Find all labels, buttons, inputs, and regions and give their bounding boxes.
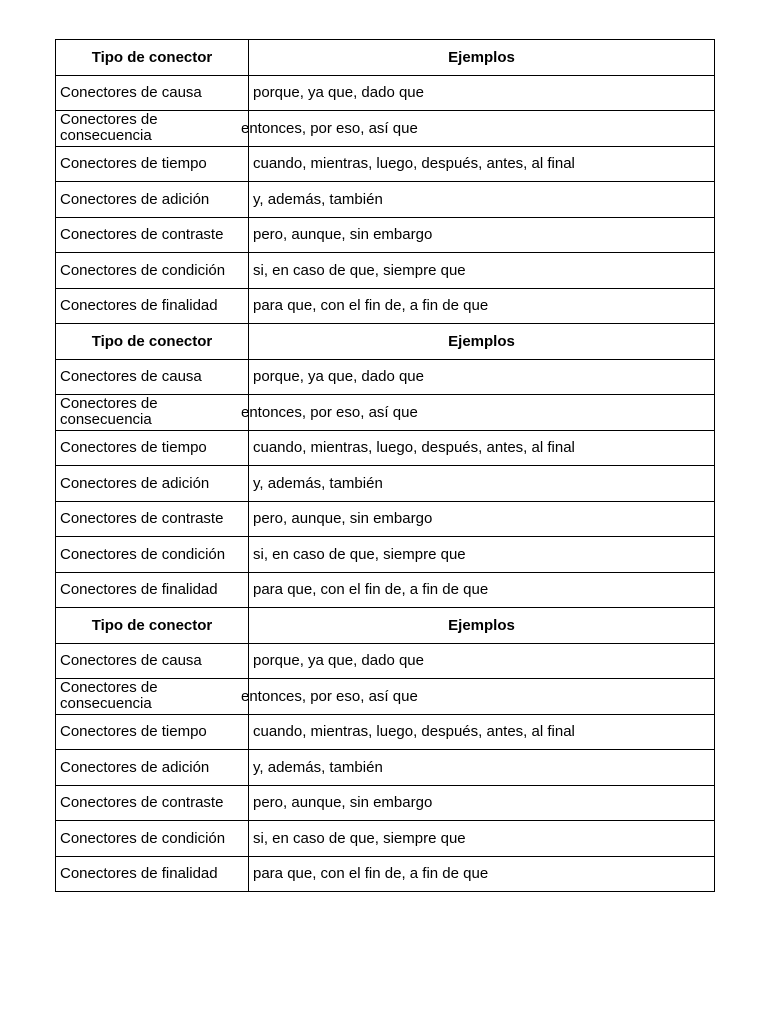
- header-row: [56, 608, 715, 644]
- connector-examples: entonces, por eso, así que: [241, 687, 418, 705]
- table-row: [56, 146, 715, 182]
- connector-examples: para que, con el fin de, a fin de que: [249, 856, 715, 892]
- table-row: [56, 359, 715, 395]
- header-examples: Ejemplos: [249, 608, 715, 644]
- connector-type: Conectores de condición: [56, 253, 249, 289]
- connector-examples: entonces, por eso, así que: [241, 119, 418, 137]
- table-row: [56, 501, 715, 537]
- connector-examples-cell: [241, 395, 715, 431]
- connector-type: Conectores de adición: [56, 466, 249, 502]
- header-type: Tipo de conector: [56, 40, 249, 76]
- table-row: [56, 217, 715, 253]
- connector-type: Conectores de adición: [56, 182, 249, 218]
- table-row: [56, 430, 715, 466]
- connector-examples: y, además, también: [249, 182, 715, 218]
- connectors-table-body: [56, 40, 715, 892]
- connector-examples: cuando, mientras, luego, después, antes, al final: [249, 714, 715, 750]
- table-row: [56, 537, 715, 573]
- connector-type: Conectores de consecuencia: [56, 395, 249, 431]
- table-row: [56, 643, 715, 679]
- connector-examples: pero, aunque, sin embargo: [249, 501, 715, 537]
- connector-examples-cell: [241, 679, 715, 715]
- table-row: [56, 466, 715, 502]
- connector-examples: entonces, por eso, así que: [241, 403, 418, 421]
- table-row: [56, 288, 715, 324]
- table-row: [56, 253, 715, 289]
- connector-type: Conectores de consecuencia: [56, 679, 249, 715]
- table-row: [56, 572, 715, 608]
- connector-examples: para que, con el fin de, a fin de que: [249, 288, 715, 324]
- header-row: [56, 324, 715, 360]
- table-row: [56, 714, 715, 750]
- connector-examples: porque, ya que, dado que: [249, 359, 715, 395]
- table-row: [56, 856, 715, 892]
- connector-type: Conectores de finalidad: [56, 856, 249, 892]
- connector-type: Conectores de tiempo: [56, 146, 249, 182]
- connector-examples: para que, con el fin de, a fin de que: [249, 572, 715, 608]
- connector-type: Conectores de contraste: [56, 217, 249, 253]
- table-row: [56, 785, 715, 821]
- connector-examples: si, en caso de que, siempre que: [249, 253, 715, 289]
- connector-type: Conectores de causa: [56, 75, 249, 111]
- table-row: [56, 75, 715, 111]
- connector-examples: porque, ya que, dado que: [249, 643, 715, 679]
- connectors-table: [55, 39, 715, 892]
- header-row: [56, 40, 715, 76]
- connector-type: Conectores de causa: [56, 359, 249, 395]
- connector-examples: si, en caso de que, siempre que: [249, 537, 715, 573]
- connector-type: Conectores de tiempo: [56, 714, 249, 750]
- table-row: [56, 750, 715, 786]
- table-row: [56, 679, 715, 715]
- connector-examples: si, en caso de que, siempre que: [249, 821, 715, 857]
- connector-type: Conectores de finalidad: [56, 288, 249, 324]
- connector-type: Conectores de adición: [56, 750, 249, 786]
- connector-examples: y, además, también: [249, 466, 715, 502]
- table-row: [56, 111, 715, 147]
- connector-examples: pero, aunque, sin embargo: [249, 785, 715, 821]
- header-type: Tipo de conector: [56, 324, 249, 360]
- connector-examples: y, además, también: [249, 750, 715, 786]
- connector-type: Conectores de condición: [56, 821, 249, 857]
- connector-examples: pero, aunque, sin embargo: [249, 217, 715, 253]
- table-row: [56, 182, 715, 218]
- table-row: [56, 821, 715, 857]
- connector-type: Conectores de finalidad: [56, 572, 249, 608]
- connector-examples: cuando, mientras, luego, después, antes, al final: [249, 146, 715, 182]
- connector-type: Conectores de contraste: [56, 785, 249, 821]
- connector-type: Conectores de causa: [56, 643, 249, 679]
- connector-type: Conectores de tiempo: [56, 430, 249, 466]
- header-examples: Ejemplos: [249, 40, 715, 76]
- connector-type: Conectores de consecuencia: [56, 111, 249, 147]
- table-row: [56, 395, 715, 431]
- connector-type: Conectores de contraste: [56, 501, 249, 537]
- connector-examples: cuando, mientras, luego, después, antes, al final: [249, 430, 715, 466]
- connector-examples: porque, ya que, dado que: [249, 75, 715, 111]
- header-type: Tipo de conector: [56, 608, 249, 644]
- connector-examples-cell: [241, 111, 715, 147]
- header-examples: Ejemplos: [249, 324, 715, 360]
- connector-type: Conectores de condición: [56, 537, 249, 573]
